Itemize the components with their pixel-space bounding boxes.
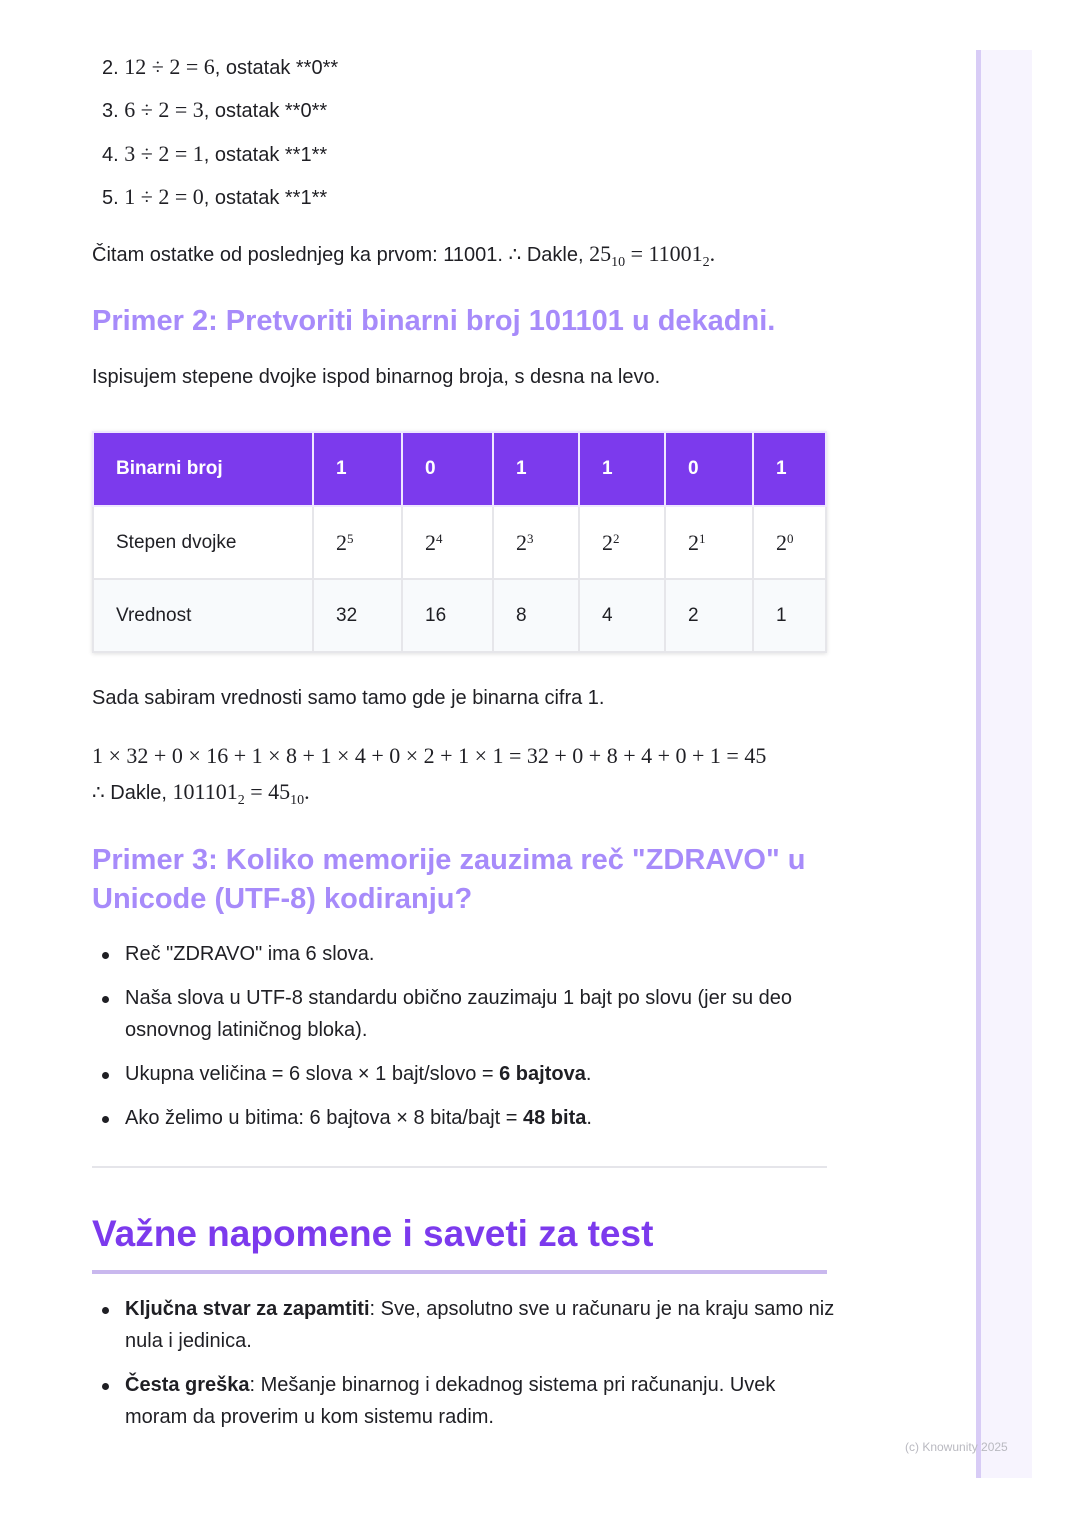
table-cell: Stepen dvojke: [93, 506, 313, 579]
list-item: [92, 1058, 827, 1090]
power-exp: 2: [613, 530, 620, 546]
list-item-text: : Mešanje binarnog i dekadnog sistema pri računanju. Uvek: [249, 1374, 776, 1396]
power-base: 2: [336, 529, 347, 555]
reading-text: Čitam ostatke od poslednjeg ka prvom: 11001. ∴ Dakle,: [92, 244, 590, 266]
power-base: 2: [425, 529, 436, 555]
step-number: 5.: [102, 187, 119, 209]
table-cell: [753, 506, 826, 579]
step-expression: 12 ÷ 2 = 6: [124, 54, 215, 79]
side-panel: [976, 50, 1032, 1478]
math-end: .: [709, 241, 716, 266]
notes-list: [92, 1293, 837, 1433]
table-cell: 16: [402, 579, 493, 652]
binary-table: [92, 431, 827, 653]
list-item-bold: 6 bajtova: [499, 1063, 586, 1085]
math-lhs: 25: [589, 241, 612, 266]
example3-list: [92, 938, 827, 1134]
heading-underline: [92, 1270, 827, 1274]
list-item: [92, 1102, 827, 1134]
table-header-cell: 1: [493, 432, 579, 506]
table-cell: 1: [753, 579, 826, 652]
power-base: 2: [688, 529, 699, 555]
reading-math: [589, 241, 716, 270]
copyright-footer: (c) Knowunity 2025: [905, 1440, 1008, 1454]
table-cell: [665, 506, 753, 579]
table-header-cell: 1: [313, 432, 402, 506]
step-expression: 3 ÷ 2 = 1: [124, 141, 204, 166]
math-rhs-base: 2: [702, 255, 710, 270]
math-end: .: [304, 779, 310, 804]
step-expression: 6 ÷ 2 = 3: [124, 97, 204, 122]
list-item-bold: Ključna stvar za zapamtiti: [125, 1298, 370, 1320]
step-text: , ostatak **1**: [203, 144, 328, 166]
power-exp: 3: [527, 530, 534, 546]
reading-paragraph: [92, 241, 716, 270]
list-item: Reč "ZDRAVO" ima 6 slova.: [92, 938, 827, 970]
list-item-text: : Sve, apsolutno sve u računaru je na kraju samo niz: [369, 1298, 835, 1320]
math-eq: =: [244, 779, 269, 804]
math-rhs: 11001: [648, 241, 703, 266]
list-item-text: .: [585, 1063, 592, 1085]
step-number: 4.: [102, 144, 119, 166]
math-lhs-base: 2: [237, 793, 245, 808]
table-cell: 2: [665, 579, 753, 652]
table-row: [93, 506, 826, 579]
table-cell: 8: [493, 579, 579, 652]
list-item: [92, 1369, 837, 1433]
power-base: 2: [776, 529, 787, 555]
math-lhs: 101101: [172, 779, 238, 804]
math-lhs-base: 10: [611, 255, 626, 270]
conclusion-prefix: ∴ Dakle,: [92, 782, 173, 804]
power-exp: 1: [699, 530, 706, 546]
table-cell: [493, 506, 579, 579]
step-number: 3.: [102, 100, 119, 122]
table-cell: [313, 506, 402, 579]
step-text: , ostatak **0**: [214, 57, 339, 79]
table-header-cell: 1: [753, 432, 826, 506]
list-item-text: Ako želimo u bitima: 6 bajtova × 8 bita/bajt =: [125, 1107, 523, 1129]
example2-heading: Primer 2: Pretvoriti binarni broj 101101 u dekadni.: [92, 305, 776, 337]
example2-conclusion: [92, 779, 310, 808]
table-cell: [579, 506, 665, 579]
table-row: [93, 579, 826, 652]
step-expression: 1 ÷ 2 = 0: [124, 184, 204, 209]
step-item: [102, 141, 327, 167]
table-cell: Vrednost: [93, 579, 313, 652]
example3-heading: [92, 841, 806, 919]
step-item: [102, 97, 327, 123]
list-item-line: nula i jedinica.: [125, 1330, 252, 1352]
power-base: 2: [516, 529, 527, 555]
heading-line: Primer 3: Koliko memorije zauzima reč "ZDRAVO" u: [92, 844, 806, 876]
table-header-cell: Binarni broj: [93, 432, 313, 506]
notes-heading: Važne napomene i saveti za test: [92, 1213, 654, 1254]
table-header-cell: 0: [665, 432, 753, 506]
table-cell: [402, 506, 493, 579]
list-item-text: .: [586, 1107, 592, 1129]
sum-expression: 1 × 32 + 0 × 16 + 1 × 8 + 1 × 4 + 0 × 2 + 1 × 1 = 32 + 0 + 8 + 4 + 0 + 1 = 45: [92, 743, 767, 768]
example2-intro: Ispisujem stepene dvojke ispod binarnog broja, s desna na levo.: [92, 366, 661, 388]
math-rhs-base: 10: [290, 793, 305, 808]
list-item-line: Naša slova u UTF-8 standardu obično zauzimaju 1 bajt po slovu (jer su deo: [125, 987, 793, 1009]
conclusion-math: [172, 779, 310, 808]
section-divider: [92, 1166, 827, 1168]
list-item: [92, 982, 827, 1046]
list-item-bold: 48 bita: [523, 1107, 587, 1129]
sum-intro: Sada sabiram vrednosti samo tamo gde je binarna cifra 1.: [92, 687, 605, 709]
power-exp: 0: [787, 530, 794, 546]
table-cell: 4: [579, 579, 665, 652]
list-item-text: Ukupna veličina = 6 slova × 1 bajt/slovo =: [125, 1063, 500, 1085]
step-text: , ostatak **1**: [203, 187, 328, 209]
power-exp: 4: [436, 530, 443, 546]
math-eq: =: [625, 241, 649, 266]
table-header-cell: 1: [579, 432, 665, 506]
list-item-line: osnovnog latiničnog bloka).: [125, 1019, 368, 1041]
step-item: [102, 184, 327, 210]
table-header-cell: 0: [402, 432, 493, 506]
list-item-line: moram da proverim u kom sistemu radim.: [125, 1406, 494, 1428]
list-item-bold: Česta greška: [125, 1374, 250, 1396]
table-header-row: [93, 432, 826, 506]
step-number: 2.: [102, 57, 119, 79]
step-item: [102, 54, 338, 80]
list-item: [92, 1293, 837, 1357]
step-text: , ostatak **0**: [203, 100, 328, 122]
math-rhs: 45: [268, 779, 291, 804]
power-exp: 5: [347, 530, 354, 546]
table-cell: 32: [313, 579, 402, 652]
power-base: 2: [602, 529, 613, 555]
heading-line: Unicode (UTF-8) kodiranju?: [92, 883, 473, 915]
